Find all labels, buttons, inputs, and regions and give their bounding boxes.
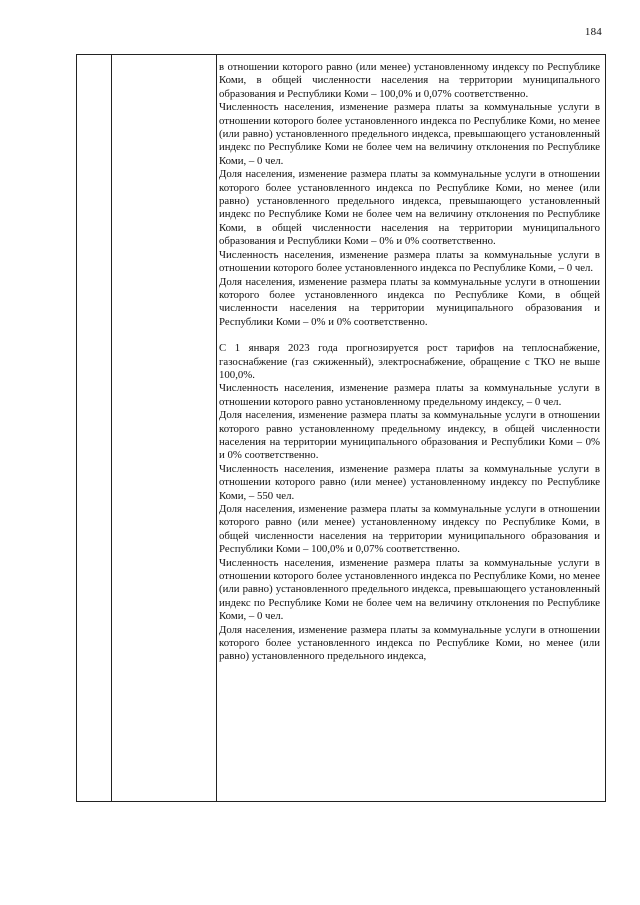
column-divider-1 [111,55,112,801]
paragraph: Доля населения, изменение размера платы за коммунальные услуги в отношении которого равно (или менее) установленному индексу по Республике Коми, в общей численности населения на территории муниципального образования и Республики Коми – 100,0% и 0,07% соответственно. [219,503,600,556]
paragraph: Численность населения, изменение размера платы за коммунальные услуги в отношении которого более установленного индекса по Республике Коми, но менее (или равно) установленного предельного индекса, превышающего установленный индекс по Республике Коми не более чем на величину отклонения по Республике Коми, – 0 чел. [219,101,600,167]
paragraph: Доля населения, изменение размера платы за коммунальные услуги в отношении которого более установленного индекса по Республике Коми, но менее (или равно) установленного предельного индекса, превышающего установленный индекс по Республике Коми не более чем на величину отклонения по Республике Коми, в общей численности населения на территории муниципального образования и Республики Коми – 0% и 0% соответственно. [219,168,600,248]
paragraph: С 1 января 2023 года прогнозируется рост тарифов на теплоснабжение, газоснабжение (газ сжиженный), электроснабжение, обращение с ТКО не выше 100,0%. [219,342,600,381]
paragraph: Доля населения, изменение размера платы за коммунальные услуги в отношении которого равно установленному предельному индексу, в общей численности населения на территории муниципального образования и Республики Коми – 0% и 0% соответственно. [219,409,600,462]
paragraph: Доля населения, изменение размера платы за коммунальные услуги в отношении которого более установленного индекса по Республике Коми, в общей численности населения на территории муниципального образования и Республики Коми – 0% и 0% соответственно. [219,275,600,328]
paragraph: Численность населения, изменение размера платы за коммунальные услуги в отношении которого более установленного индекса по Республике Коми, но менее (или равно) установленного предельного индекса, превышающего установленный индекс по Республике Коми не более чем на величину отклонения по Республике Коми, – 0 чел. [219,556,600,623]
paragraph: Численность населения, изменение размера платы за коммунальные услуги в отношении которого более установленного индекса по Республике Коми, – 0 чел. [219,248,600,275]
paragraph: Численность населения, изменение размера платы за коммунальные услуги в отношении которого равно (или менее) установленному индексу по Республике Коми, – 550 чел. [219,462,600,502]
page-number: 184 [584,26,602,38]
document-table [76,54,606,802]
column-divider-2 [216,55,217,801]
paragraph: в отношении которого равно (или менее) установленному индексу по Республике Коми, в общей численности населения на территории муниципального образования и Республики Коми – 100,0% и 0,07% соответственно. [219,61,600,100]
paragraph: Доля населения, изменение размера платы за коммунальные услуги в отношении которого более установленного индекса по Республике Коми, но менее (или равно) установленного предельного индекса, [219,623,600,663]
paragraph: Численность населения, изменение размера платы за коммунальные услуги в отношении которого равно установленному предельному индексу, – 0 чел. [219,382,600,408]
text-column [219,61,600,664]
